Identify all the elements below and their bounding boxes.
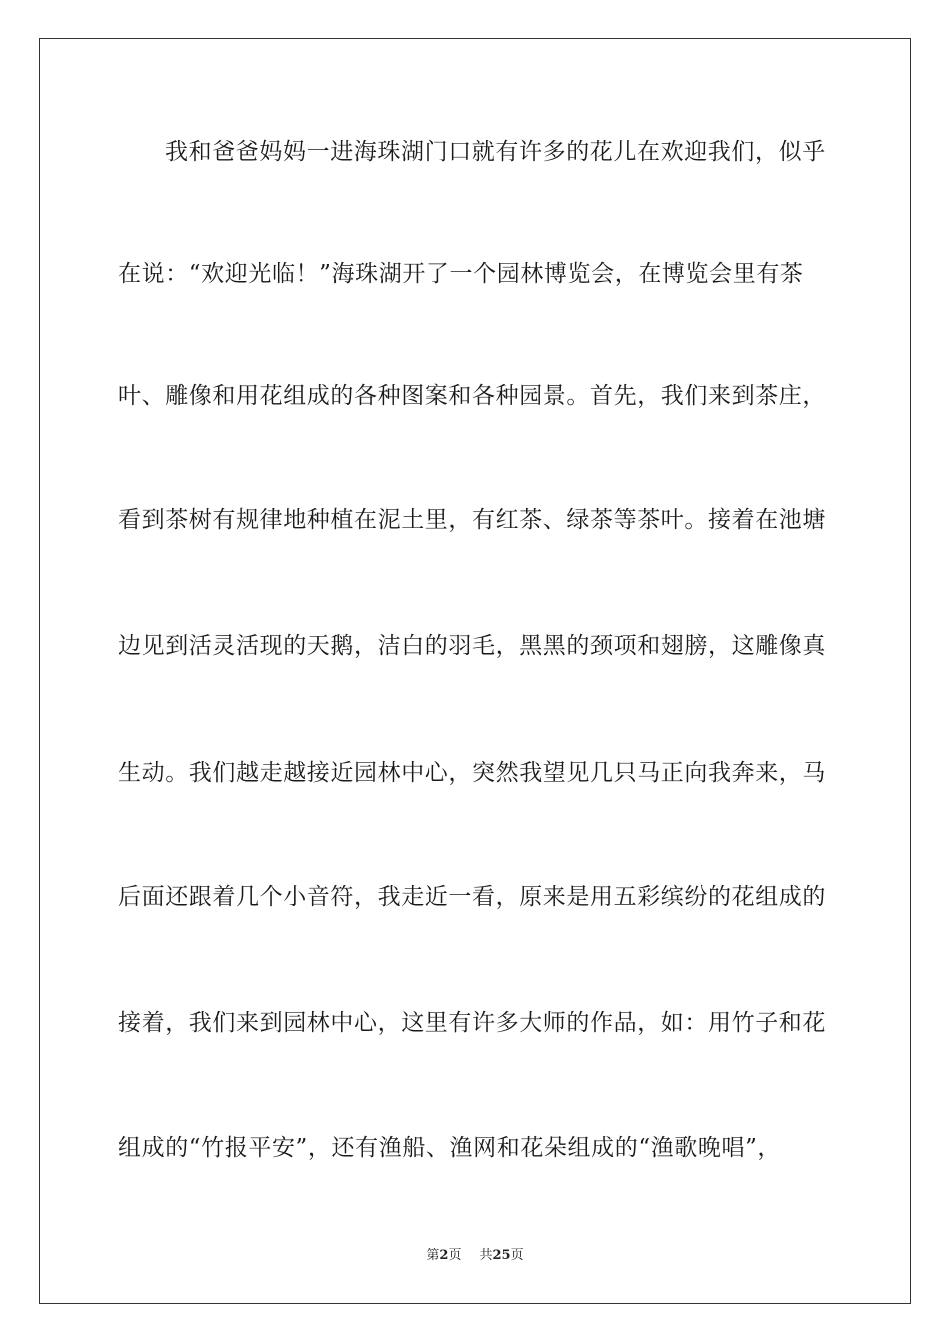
paragraph-line-6: 生动。我们越走越接近园林中心，突然我望见几只马正向我奔来，马 [118,760,826,786]
page-total-prefix: 共 [479,1248,493,1263]
page-number-current: 2 [439,1248,449,1263]
page-total-count: 25 [492,1248,511,1263]
paragraph-line-4: 看到茶树有规律地种植在泥土里，有红茶、绿茶等茶叶。接着在池塘 [118,507,826,533]
paragraph-line-8: 接着，我们来到园林中心，这里有许多大师的作品，如：用竹子和花 [118,1010,826,1036]
page-footer [0,1247,950,1265]
page-frame [39,38,911,1304]
paragraph-line-7: 后面还跟着几个小音符，我走近一看，原来是用五彩缤纷的花组成的 [118,884,826,910]
paragraph-line-9: 组成的“竹报平安”，还有渔船、渔网和花朵组成的“渔歌晚唱”， [118,1135,782,1161]
paragraph-line-1: 我和爸爸妈妈一进海珠湖门口就有许多的花儿在欢迎我们，似乎 [165,139,826,165]
page-number-suffix: 页 [448,1248,462,1263]
paragraph-line-5: 边见到活灵活现的天鹅，洁白的羽毛，黑黑的颈项和翅膀，这雕像真 [118,633,826,659]
page-number-prefix: 第 [426,1248,440,1263]
page-total-suffix: 页 [510,1248,524,1263]
paragraph-line-2: 在说：“欢迎光临！”海珠湖开了一个园林博览会，在博览会里有茶 [118,261,804,287]
paragraph-line-3: 叶、雕像和用花组成的各种图案和各种园景。首先，我们来到茶庄， [118,383,826,409]
